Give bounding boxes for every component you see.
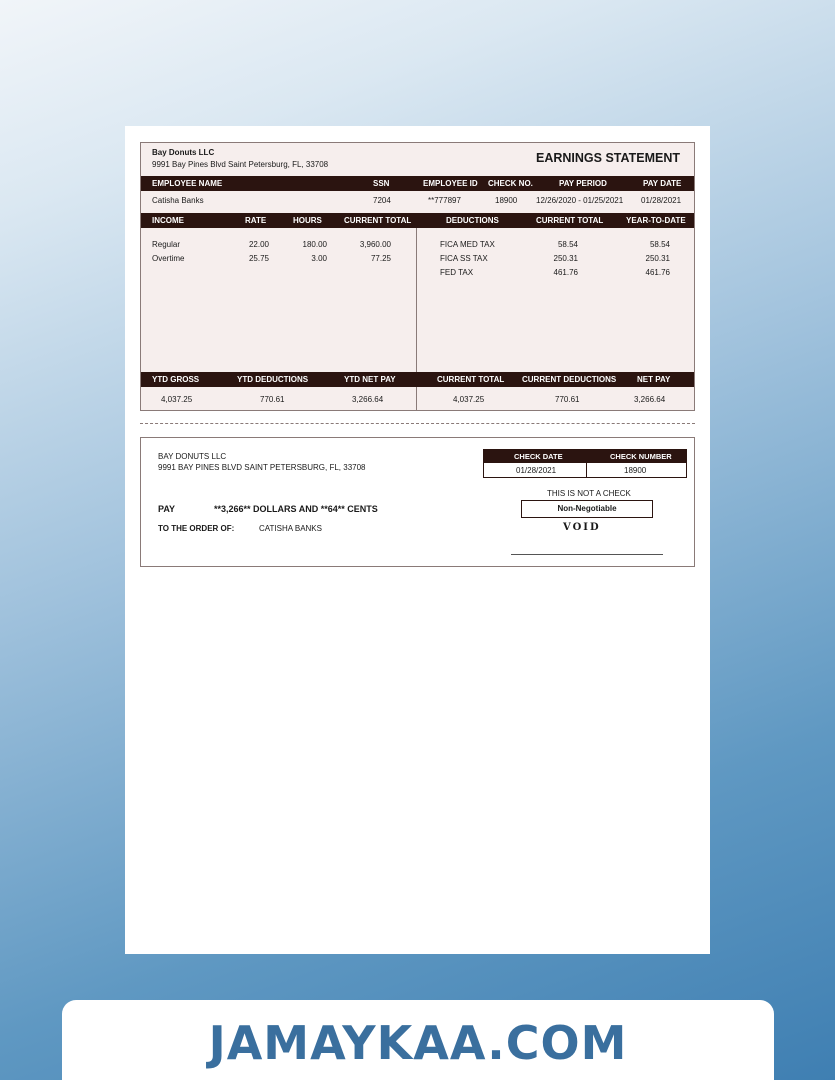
ytd-deductions: 770.61 (260, 395, 285, 404)
deduction-current: 250.31 (553, 254, 578, 263)
deduction-label: FICA MED TAX (440, 240, 495, 249)
company-address: 9991 Bay Pines Blvd Saint Petersburg, FL, 33708 (152, 160, 329, 169)
check-company-address: 9991 BAY PINES BLVD SAINT PETERSBURG, FL, 33708 (158, 463, 366, 472)
deduction-ytd: 250.31 (645, 254, 670, 263)
check-date-label: CHECK DATE (514, 452, 563, 461)
column-divider (416, 228, 417, 373)
income-rate: 25.75 (248, 254, 269, 263)
header-pay-date: PAY DATE (643, 179, 682, 188)
header-ytd-gross: YTD GROSS (152, 375, 200, 384)
header-totals-current-total: CURRENT TOTAL (437, 375, 505, 384)
check-date: 01/28/2021 (516, 466, 557, 475)
ytd-gross: 4,037.25 (161, 395, 193, 404)
pay-period: 12/26/2020 - 01/25/2021 (536, 196, 624, 205)
deduction-ytd: 58.54 (649, 240, 670, 249)
check-info-box (483, 449, 687, 478)
order-label: TO THE ORDER OF: (158, 524, 235, 533)
header-rate: RATE (245, 216, 267, 225)
pay-amount: **3,266** DOLLARS AND **64** CENTS (214, 504, 378, 514)
header-current-total: CURRENT TOTAL (344, 216, 412, 225)
header-ded-current-total: CURRENT TOTAL (536, 216, 604, 225)
perforation-line (140, 423, 695, 424)
non-negotiable-box (521, 500, 653, 518)
check-info-divider (586, 463, 587, 477)
header-ytd-net-pay: YTD NET PAY (344, 375, 396, 384)
net-pay: 3,266.64 (634, 395, 666, 404)
signature-line (511, 554, 663, 555)
company-name: Bay Donuts LLC (152, 148, 215, 157)
check-number: 18900 (624, 466, 647, 475)
income-hours: 3.00 (311, 254, 327, 263)
pay-date: 01/28/2021 (641, 196, 682, 205)
header-employee-id: EMPLOYEE ID (423, 179, 478, 188)
check-section (140, 437, 695, 567)
header-year-to-date: YEAR-TO-DATE (626, 216, 686, 225)
employee-ssn: 7204 (373, 196, 391, 205)
income-rate: 22.00 (248, 240, 269, 249)
income-total: 3,960.00 (359, 240, 391, 249)
header-deductions: DEDUCTIONS (446, 216, 499, 225)
site-banner (62, 1000, 774, 1080)
header-ytd-deductions: YTD DEDUCTIONS (237, 375, 309, 384)
header-check-no: CHECK NO. (488, 179, 533, 188)
void-text: VOID (563, 522, 601, 533)
header-net-pay: NET PAY (637, 375, 671, 384)
deduction-label: FICA SS TAX (440, 254, 488, 263)
income-hours: 180.00 (302, 240, 327, 249)
header-hours: HOURS (293, 216, 322, 225)
deduction-ytd: 461.76 (645, 268, 670, 277)
check-no: 18900 (495, 196, 518, 205)
payee-name: CATISHA BANKS (259, 524, 322, 533)
ytd-net-pay: 3,266.64 (352, 395, 384, 404)
employee-name: Catisha Banks (152, 196, 204, 205)
employee-id: **777897 (428, 196, 461, 205)
statement-title: EARNINGS STATEMENT (536, 151, 680, 165)
check-info-header (484, 450, 686, 463)
income-label: Overtime (152, 254, 185, 263)
header-income: INCOME (152, 216, 184, 225)
header-employee-name: EMPLOYEE NAME (152, 179, 223, 188)
deduction-current: 461.76 (553, 268, 578, 277)
not-a-check-text: THIS IS NOT A CHECK (547, 489, 631, 498)
deduction-label: FED TAX (440, 268, 474, 277)
current-deductions: 770.61 (555, 395, 580, 404)
site-banner-text: JAMAYKAA.COM (208, 1016, 628, 1070)
earnings-statement (140, 142, 695, 411)
check-number-label: CHECK NUMBER (610, 452, 672, 461)
income-deductions-header-bar (141, 213, 694, 228)
non-negotiable-text: Non-Negotiable (557, 504, 617, 513)
header-current-deductions: CURRENT DEDUCTIONS (522, 375, 617, 384)
header-pay-period: PAY PERIOD (559, 179, 607, 188)
current-total: 4,037.25 (453, 395, 485, 404)
totals-divider (416, 387, 417, 411)
deduction-current: 58.54 (557, 240, 578, 249)
income-total: 77.25 (370, 254, 391, 263)
pay-label: PAY (158, 504, 176, 514)
header-ssn: SSN (373, 179, 390, 188)
employee-header-bar (141, 176, 694, 191)
income-label: Regular (152, 240, 181, 249)
check-company-name: BAY DONUTS LLC (158, 452, 227, 461)
totals-header-bar (141, 372, 694, 387)
